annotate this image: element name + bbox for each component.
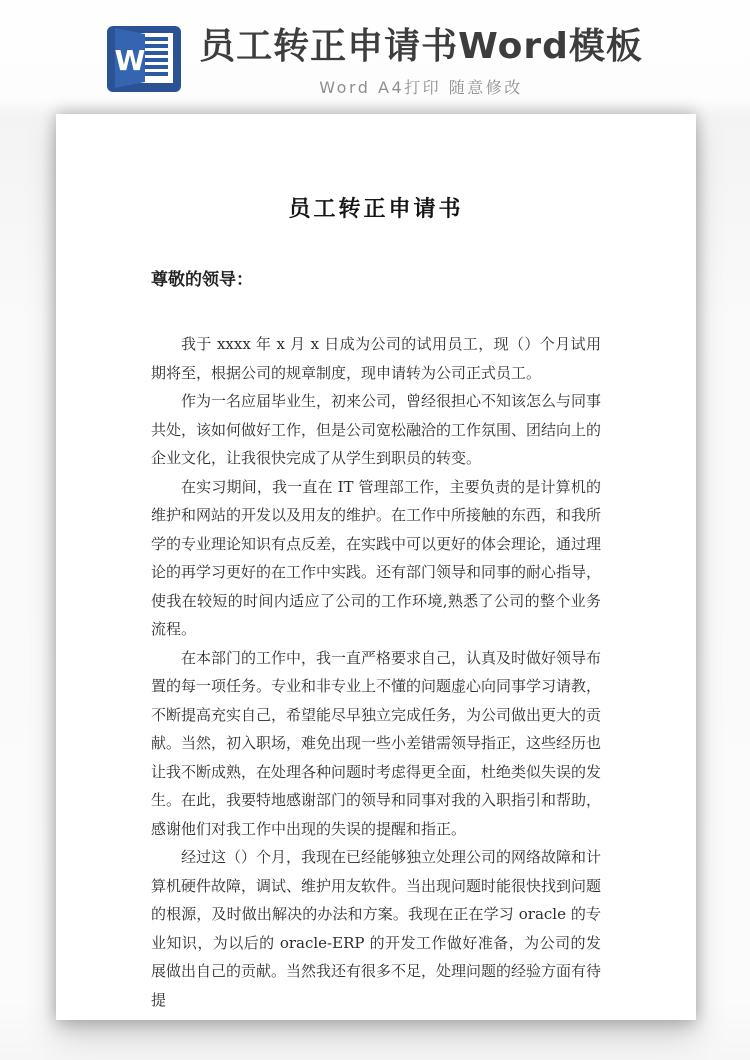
document-paragraph: 经过这（）个月，我现在已经能够独立处理公司的网络故障和计算机硬件故障，调试、维护用友软件。当出现问题时能很快找到问题的根源，及时做出解决的办法和方案。我现在正在学习 oracle 的专业知识，为以后的 oracle-ERP 的开发工作做好准备，为公司的发展做出自己的贡献。当然我还有很多不足，处理问题的经验方面有待提 bbox=[151, 848, 602, 1009]
word-icon bbox=[107, 26, 181, 92]
header-text bbox=[199, 26, 643, 98]
document-page bbox=[56, 114, 696, 1020]
header-inner bbox=[107, 26, 643, 98]
page-title: 员工转正申请书Word模板 bbox=[199, 26, 643, 67]
document-salutation: 尊敬的领导： bbox=[151, 270, 253, 290]
header bbox=[0, 0, 750, 110]
document-paragraph: 我于 xxxx 年 x 月 x 日成为公司的试用员工，现（）个月试用期将至，根据公司的规章制度，现申请转为公司正式员工。 bbox=[151, 335, 601, 382]
document-title: 员工转正申请书 bbox=[288, 196, 464, 222]
word-icon-svg bbox=[107, 26, 181, 92]
page-subtitle: Word A4打印 随意修改 bbox=[319, 78, 523, 97]
document-paragraph: 在本部门的工作中，我一直严格要求自己，认真及时做好领导布置的每一项任务。专业和非专业上不懂的问题虚心向同事学习请教，不断提高充实自己，希望能尽早独立完成任务，为公司做出更大的贡献。当然，初入职场，难免出现一些小差错需领导指正，这些经历也让我不断成熟，在处理各种问题时考虑得更全面，杜绝类似失误的发生。在此，我要特地感谢部门的领导和同事对我的入职指引和帮助，感谢他们对我工作中出现的失误的提醒和指正。 bbox=[151, 648, 602, 838]
word-icon-letter: W bbox=[114, 44, 146, 77]
document-paragraph: 在实习期间，我一直在 IT 管理部工作，主要负责的是计算机的维护和网站的开发以及用友的维护。在工作中所接触的东西，和我所学的专业理论知识有点反差，在实践中可以更好的体会理论，通过理论的再学习更好的在工作中实践。还有部门领导和同事的耐心指导，使我在较短的时间内适应了公司的工作环境,熟悉了公司的整个业务流程。 bbox=[151, 477, 602, 638]
document-paragraph: 作为一名应届毕业生，初来公司，曾经很担心不知该怎么与同事共处，该如何做好工作，但是公司宽松融洽的工作氛围、团结向上的企业文化，让我很快完成了从学生到职员的转变。 bbox=[151, 392, 602, 467]
